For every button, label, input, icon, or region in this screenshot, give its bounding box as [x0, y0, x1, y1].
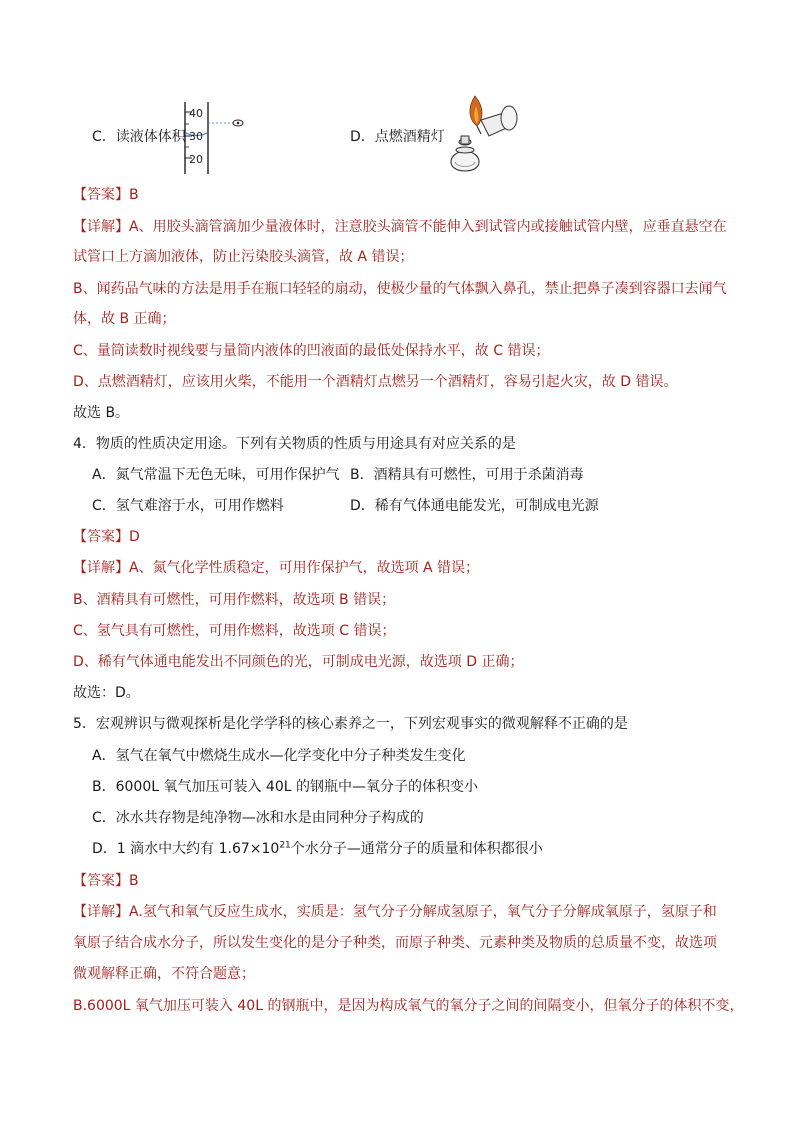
q5-option-d — [92, 839, 543, 859]
q3-detail-line-3: B、闻药品气味的方法是用手在瓶口轻轻的扇动，使极少量的气体飘入鼻孔，禁止把鼻子凑到容器口去闻气 — [73, 281, 727, 297]
q5-option-d-pre: D．1 滴水中大约有 1.67×10 — [92, 841, 280, 857]
q5-option-c: C．冰水共存物是纯净物—冰和水是由同种分子构成的 — [92, 810, 424, 826]
q5-option-b: B．6000L 氧气加压可装入 40L 的钢瓶中—氧分子的体积变小 — [92, 779, 478, 795]
q3-detail-line-5: C、量筒读数时视线要与量筒内液体的凹液面的最低处保持水平，故 C 错误； — [73, 343, 550, 359]
q4-detail-line-3: C、氢气具有可燃性，可用作燃料，故选项 C 错误； — [73, 623, 396, 639]
q4-option-c: C．氢气难溶于水，可用作燃料 — [92, 498, 284, 514]
q5-option-d-exponent: 21 — [279, 840, 291, 851]
q4-option-a: A．氮气常温下无色无味，可用作保护气 — [92, 467, 340, 483]
q3-detail-line-1: 【详解】A、用胶头滴管滴加少量液体时，注意胶头滴管不能伸入到试管内或接触试管内壁，应垂直悬空在 — [73, 219, 727, 235]
q5-option-d-post: 个水分子—通常分子的质量和体积都很小 — [290, 841, 543, 857]
q3-detail-line-6: D、点燃酒精灯，应该用火柴，不能用一个酒精灯点燃另一个酒精灯，容易引起火灾，故 D 错误。 — [73, 374, 678, 390]
q5-detail-line-3: 微观解释正确，不符合题意； — [73, 966, 255, 982]
q3-detail-line-2: 试管口上方滴加液体，防止污染胶头滴管，故 A 错误； — [73, 249, 414, 265]
alcohol-lamp-figure — [445, 94, 525, 182]
q4-stem: 4．物质的性质决定用途。下列有关物质的性质与用途具有对应关系的是 — [73, 436, 516, 452]
q4-option-d: D．稀有气体通电能发光，可制成电光源 — [350, 498, 599, 514]
q3-detail-line-4: 体，故 B 正确； — [73, 311, 176, 327]
tick-label-30: 30 — [189, 130, 203, 143]
q3-conclusion: 故选 B。 — [73, 405, 130, 421]
tick-label-40: 40 — [189, 107, 203, 120]
q4-detail-line-1: 【详解】A、氮气化学性质稳定，可用作保护气，故选项 A 错误； — [73, 560, 480, 576]
q5-option-a: A．氢气在氧气中燃烧生成水—化学变化中分子种类发生变化 — [92, 748, 466, 764]
tick-label-20: 20 — [189, 153, 203, 166]
q5-answer: 【答案】B — [73, 873, 139, 889]
q5-detail-line-2: 氧原子结合成水分子，所以发生变化的是分子种类，而原子种类、元素种类及物质的总质量不变，故选项 — [73, 935, 717, 951]
option-d-label: D．点燃酒精灯 — [350, 129, 445, 145]
q3-answer: 【答案】B — [73, 187, 139, 203]
q4-conclusion: 故选：D。 — [73, 685, 140, 701]
q5-detail-line-4: B.6000L 氧气加压可装入 40L 的钢瓶中，是因为构成氧气的氧分子之间的间隔变小，但氧分子的体积不变， — [73, 998, 744, 1014]
q5-stem: 5．宏观辨识与微观探析是化学学科的核心素养之一，下列宏观事实的微观解释不正确的是 — [73, 716, 628, 732]
graduated-cylinder-figure — [181, 100, 251, 176]
q4-answer: 【答案】D — [73, 529, 140, 545]
q4-detail-line-2: B、酒精具有可燃性，可用作燃料，故选项 B 错误； — [73, 592, 396, 608]
option-c-label: C．读液体体积 — [92, 129, 186, 145]
q4-option-b: B．酒精具有可燃性，可用于杀菌消毒 — [350, 467, 584, 483]
q4-detail-line-4: D、稀有气体通电能发出不同颜色的光，可制成电光源，故选项 D 正确； — [73, 654, 524, 670]
q5-detail-line-1: 【详解】A.氢气和氧气反应生成水，实质是：氢气分子分解成氢原子，氧气分子分解成氧原子，氢原子和 — [73, 904, 717, 920]
